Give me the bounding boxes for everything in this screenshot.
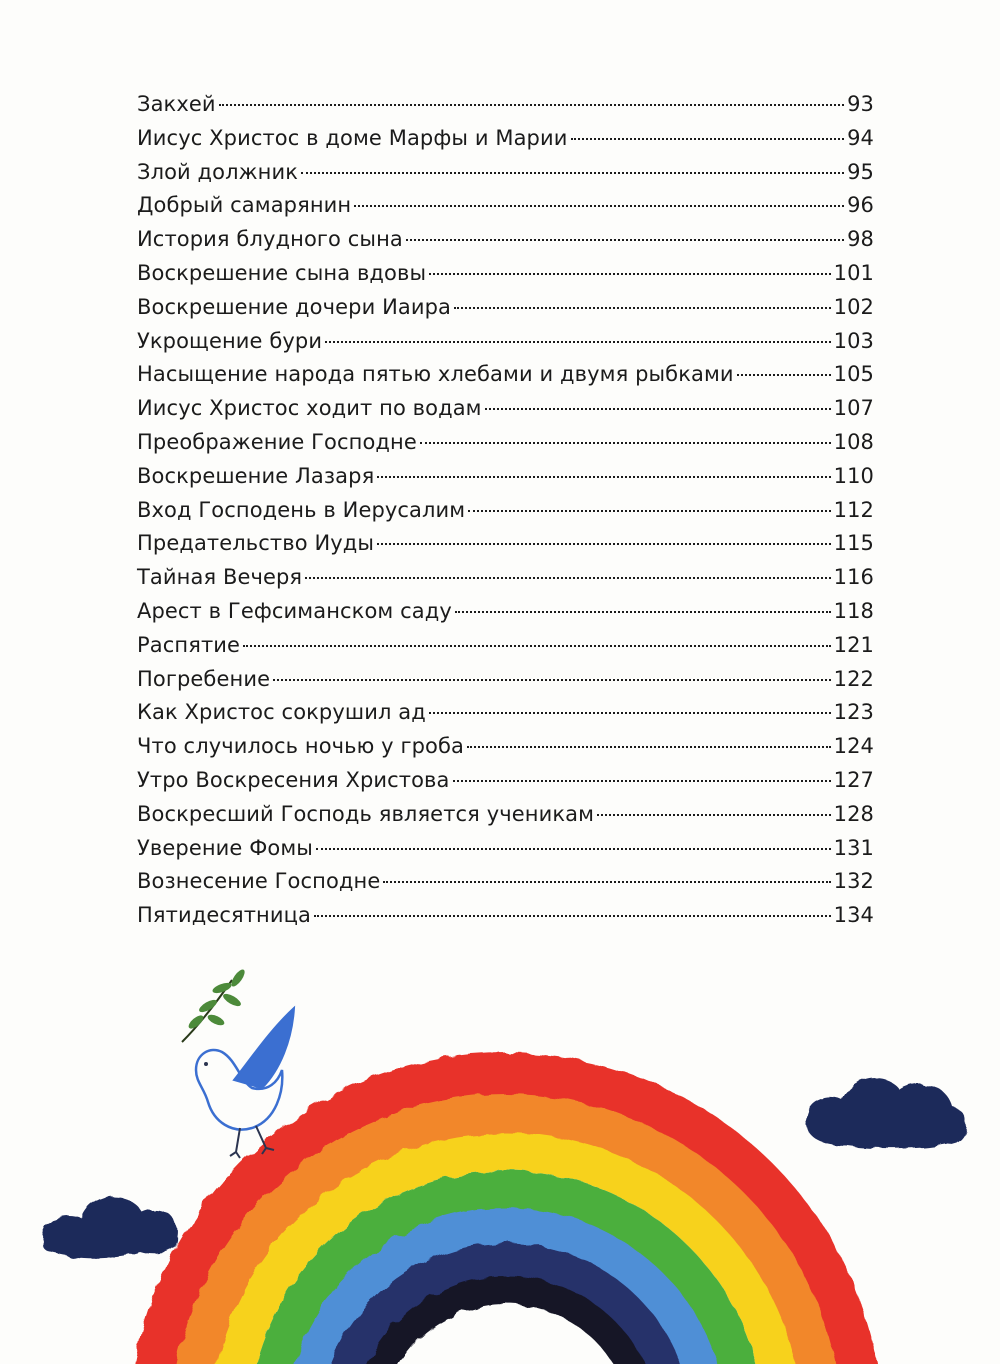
toc-entry[interactable] [137,667,874,701]
toc-entry-page: 127 [833,767,874,792]
toc-entry-page: 107 [833,396,874,421]
toc-entry[interactable] [137,768,874,802]
toc-entry-title: Воскрешение сына вдовы [137,260,427,285]
toc-entry-page: 134 [833,903,874,928]
toc-entry[interactable] [137,261,874,295]
toc-entry-title: Пятидесятница [137,903,311,928]
dot-leader [597,814,831,816]
dot-leader [468,510,830,512]
dot-leader [301,172,844,174]
toc-entry-title: Иисус Христос ходит по водам [137,396,482,421]
rainbow-illustration [0,960,1000,1364]
toc-entry-page: 103 [833,328,874,353]
toc-entry-title: Злой должник [137,159,299,184]
dot-leader [571,138,845,140]
toc-entry-page: 105 [833,362,874,387]
toc-entry-title: Что случилось ночью у гроба [137,734,465,759]
dot-leader [453,780,831,782]
toc-entry[interactable] [137,92,874,126]
toc-entry-title: Преображение Господне [137,429,417,454]
dot-leader [429,273,830,275]
toc-entry-page: 112 [833,497,874,522]
toc-entry-page: 131 [833,835,874,860]
cloud-icon [807,1078,966,1149]
toc-entry-page: 95 [847,159,874,184]
dove-with-olive-branch-icon [182,968,294,1158]
toc-entry-title: Распятие [137,632,241,657]
dot-leader [737,374,831,376]
toc-entry[interactable] [137,734,874,768]
dot-leader [429,712,831,714]
toc-entry[interactable] [137,295,874,329]
dot-leader [377,543,831,545]
toc-entry-title: Погребение [137,666,271,691]
rainbow-icon [150,1074,862,1364]
toc-entry-title: Насыщение народа пятью хлебами и двумя рыбками [137,362,734,387]
toc-entry-page: 123 [833,700,874,725]
dot-leader [305,577,830,579]
toc-entry-title: Вознесение Господне [137,869,381,894]
dot-leader [354,205,844,207]
toc-entry-title: Укрощение бури [137,328,323,353]
toc-entry-page: 132 [833,869,874,894]
toc-entry[interactable] [137,193,874,227]
toc-entry-title: Арест в Гефсиманском саду [137,598,452,623]
toc-entry-page: 94 [847,125,874,150]
toc-entry-page: 93 [847,92,874,116]
toc-entry[interactable] [137,430,874,464]
toc-entry[interactable] [137,160,874,194]
toc-entry[interactable] [137,498,874,532]
toc-entry-page: 116 [833,565,874,590]
dot-leader [316,848,831,850]
toc-entry[interactable] [137,329,874,363]
toc-entry[interactable] [137,802,874,836]
dot-leader [485,408,831,410]
toc-entry-title: Вход Господень в Иерусалим [137,497,466,522]
toc-entry-title: Добрый самарянин [137,193,352,218]
toc-entry[interactable] [137,836,874,870]
toc-entry-title: Иисус Христос в доме Марфы и Марии [137,125,568,150]
toc-entry-page: 115 [833,531,874,556]
toc-entry[interactable] [137,903,874,937]
toc-entry-page: 121 [833,632,874,657]
dot-leader [383,881,830,883]
dot-leader [219,104,844,106]
toc-entry[interactable] [137,869,874,903]
toc-entry-page: 102 [833,294,874,319]
toc-entry-page: 108 [833,429,874,454]
toc-entry-page: 124 [833,734,874,759]
table-of-contents [137,92,874,937]
toc-entry-title: Тайная Вечеря [137,565,303,590]
dot-leader [243,645,831,647]
toc-entry[interactable] [137,565,874,599]
dot-leader [420,442,831,444]
toc-entry-page: 98 [847,227,874,252]
toc-entry-title: Уверение Фомы [137,835,313,860]
dot-leader [377,476,830,478]
cloud-icon [42,1196,179,1258]
toc-entry-title: Предательство Иуды [137,531,375,556]
dot-leader [273,679,831,681]
dot-leader [454,307,831,309]
toc-entry-page: 96 [847,193,874,218]
toc-entry-page: 118 [833,598,874,623]
toc-entry[interactable] [137,700,874,734]
toc-entry-page: 110 [833,463,874,488]
toc-entry-title: Утро Воскресения Христова [137,767,450,792]
toc-entry[interactable] [137,396,874,430]
toc-entry[interactable] [137,126,874,160]
toc-entry-title: Воскрешение Лазаря [137,463,375,488]
toc-entry-title: История блудного сына [137,227,403,252]
toc-entry[interactable] [137,531,874,565]
dot-leader [406,239,844,241]
toc-entry[interactable] [137,227,874,261]
dot-leader [325,341,831,343]
toc-entry[interactable] [137,633,874,667]
toc-entry-page: 101 [833,260,874,285]
dot-leader [467,746,831,748]
toc-entry[interactable] [137,362,874,396]
toc-entry-page: 128 [833,801,874,826]
dot-leader [455,611,831,613]
toc-entry-title: Воскресший Господь является ученикам [137,801,595,826]
toc-entry-page: 122 [833,666,874,691]
toc-entry-title: Воскрешение дочери Иаира [137,294,452,319]
toc-entry-title: Как Христос сокрушил ад [137,700,426,725]
toc-entry[interactable] [137,464,874,498]
toc-entry[interactable] [137,599,874,633]
toc-entry-title: Закхей [137,92,216,116]
dot-leader [314,915,831,917]
